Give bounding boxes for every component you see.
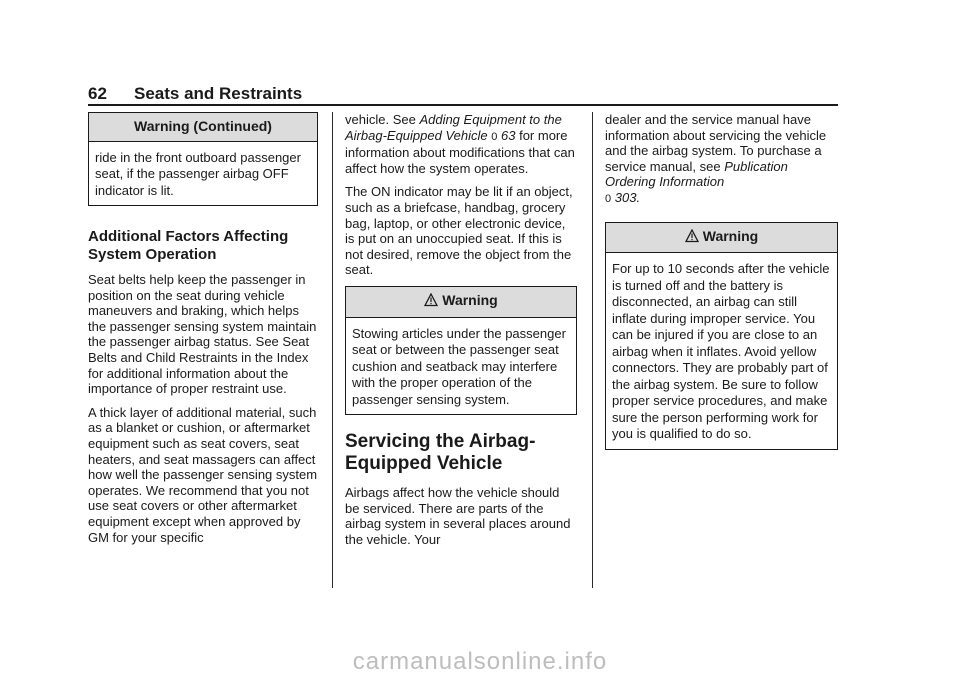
paragraph: The ON indicator may be lit if an object, such as a briefcase, handbag, grocery bag, laptop, or other electronic device, is put on an unoccupied seat. If this is not desired, remove the object from the seat. — [345, 184, 573, 278]
subsection-heading: Additional Factors Affecting System Operation — [88, 228, 289, 264]
page-number: 62 — [88, 84, 107, 103]
paragraph — [605, 112, 838, 208]
warning-title: Warning — [442, 291, 498, 308]
continued-warning-title: Warning (Continued) — [89, 113, 317, 142]
page-header — [88, 80, 838, 106]
cross-reference-link[interactable]: Adding Equipment to the Airbag-Equipped Vehicle — [345, 112, 562, 143]
continued-warning-box — [88, 112, 318, 206]
warning-box — [345, 286, 577, 415]
page-reference[interactable]: 303 — [614, 189, 637, 205]
warning-body: Stowing articles under the passenger seat or between the passenger seat cushion and seatback may interfere with the proper operation of the passenger sensing system. — [352, 325, 566, 407]
paragraph — [345, 112, 577, 176]
paragraph-text: . — [636, 189, 641, 205]
warning-box — [605, 222, 838, 450]
paragraph: Seat belts help keep the passenger in position on the seat during vehicle maneuvers and braking, which helps the passenger sensing system maintain the passenger airbag status. See Seat Belts and Child Restraints in the Index for additional information about the importance of proper restraint use. — [88, 272, 317, 397]
warning-title: Warning — [702, 227, 759, 244]
warning-triangle-icon — [685, 229, 699, 247]
paragraph: Airbags affect how the vehicle should be serviced. There are parts of the airbag system in several places around the vehicle. Your — [345, 485, 571, 547]
warning-triangle-icon — [424, 293, 438, 311]
warning-body: For up to 10 seconds after the vehicle is turned off and the battery is disconnected, an airbag can still inflate during improper service. You can be injured if you are close to an airbag when it inflates. Avoid yellow connectors. They are probably part of the airbag system. Be sure to follow proper service procedures, and make sure the person performing work for you is qualified to do so. — [612, 261, 830, 442]
section-heading: Servicing the Airbag-Equipped Vehicle — [345, 431, 536, 475]
column-1 — [88, 112, 318, 553]
paragraph-text: for more information about modifications that can affect how the system operates. — [345, 127, 575, 176]
paragraph-text: dealer and the service manual have information about servicing the vehicle and the airbag system. To purchase a service manual, see — [605, 112, 827, 174]
header-divider — [88, 104, 838, 106]
watermark: carmanualsonline.info — [352, 648, 608, 675]
continued-warning-body: ride in the front outboard passenger seat, if the passenger airbag OFF indicator is lit. — [95, 149, 301, 198]
page-ref-icon: 0 — [491, 130, 498, 143]
column-divider — [332, 112, 333, 588]
warning-header — [606, 223, 837, 254]
page-ref-icon: 0 — [605, 192, 612, 205]
column-divider — [592, 112, 593, 588]
paragraph-text: vehicle. See — [345, 112, 420, 127]
warning-header — [346, 287, 576, 318]
paragraph: A thick layer of additional material, such as a blanket or cushion, or aftermarket equipment such as seat covers, seat heaters, and seat massagers can affect how well the passenger sensing system operates. We recommend that you not use seat covers or other aftermarket equipment except when approved by GM for your specific — [88, 404, 318, 545]
column-2 — [345, 112, 577, 555]
column-3 — [605, 112, 838, 460]
cross-reference-link[interactable]: Publication Ordering Information — [605, 158, 788, 190]
section-title: Seats and Restraints — [134, 84, 303, 103]
page-reference[interactable]: 63 — [501, 127, 516, 143]
